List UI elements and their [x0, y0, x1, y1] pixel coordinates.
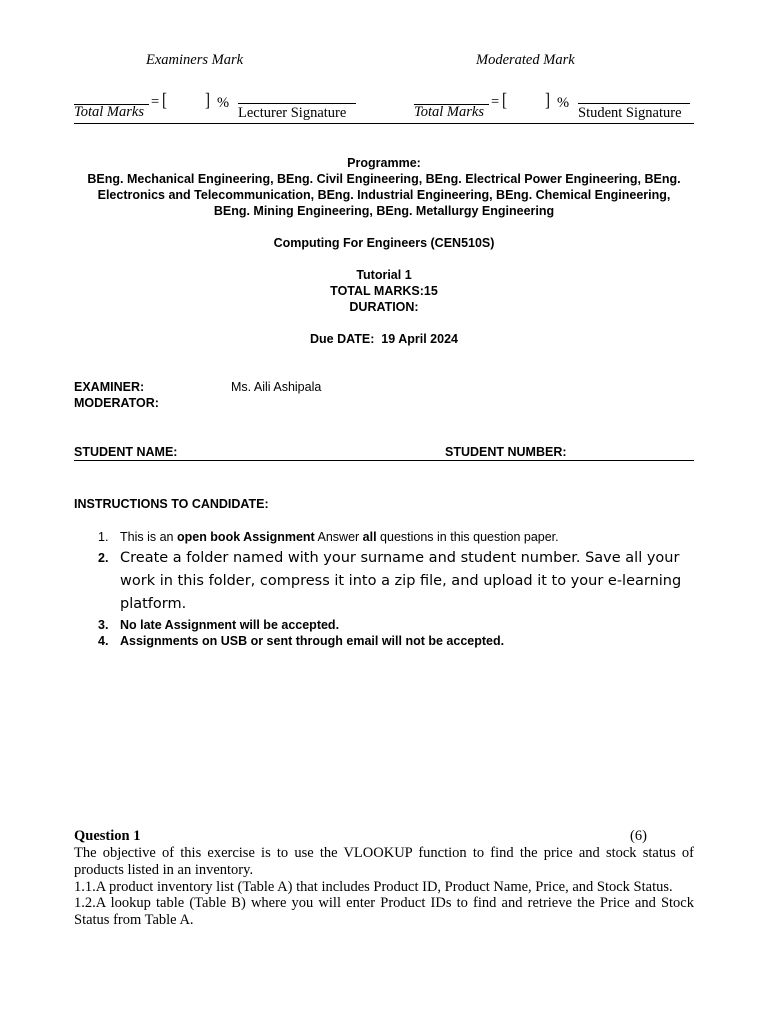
- tutorial-title: Tutorial 1: [356, 268, 412, 282]
- programme-line: BEng. Mechanical Engineering, BEng. Civil Engineering, BEng. Electrical Power Engineering, BEng.: [87, 172, 681, 186]
- course-title: Computing For Engineers (CEN510S): [273, 236, 495, 250]
- close-bracket: ]: [545, 90, 550, 111]
- question-paragraph: The objective of this exercise is to use the VLOOKUP function to find the price and stock status of products listed in an inventory.: [74, 845, 694, 878]
- moderator-label: MODERATOR:: [74, 396, 159, 410]
- examiners-mark-heading: Examiners Mark: [146, 52, 244, 68]
- question-paragraph: 1.2.A lookup table (Table B) where you will enter Product IDs to find and retrieve the Price and Stock Status from Table A.: [74, 895, 694, 929]
- open-bracket: [: [502, 90, 507, 111]
- total-marks-label: Total Marks: [414, 104, 484, 120]
- moderated-mark-heading: Moderated Mark: [476, 52, 575, 68]
- programme-line: BEng. Mining Engineering, BEng. Metallurgy Engineering: [213, 204, 555, 218]
- open-bracket: [: [162, 90, 167, 111]
- student-info-divider: [74, 460, 694, 461]
- programme-line: Electronics and Telecommunication, BEng. Industrial Engineering, BEng. Chemical Engineering,: [97, 188, 671, 202]
- instructions-list: [74, 529, 694, 649]
- student-name-label: STUDENT NAME:: [74, 445, 178, 459]
- header-divider: [74, 123, 694, 124]
- duration: DURATION:: [349, 300, 419, 314]
- tutorial-info: [74, 267, 694, 315]
- lecturer-signature-label: Lecturer Signature: [238, 105, 347, 121]
- question-title: Question 1: [74, 828, 141, 844]
- question-paragraph: 1.1.A product inventory list (Table A) that includes Product ID, Product Name, Price, and Stock Status.: [74, 878, 673, 895]
- programme-section: [74, 155, 694, 219]
- due-date: Due DATE: 19 April 2024: [310, 332, 458, 346]
- instruction-item: 1. This is an open book Assignment Answer all questions in this question paper.: [98, 530, 559, 544]
- equals-sign: =: [491, 94, 500, 110]
- instruction-item: 3. No late Assignment will be accepted.: [98, 618, 340, 632]
- examiner-label: EXAMINER:: [74, 380, 145, 394]
- instruction-item: 2. Create a folder named with your surname and student number. Save all your work in this folder, compress it into a zip file, and upload it to your e-learning platform.: [98, 550, 682, 612]
- instructions-heading: INSTRUCTIONS TO CANDIDATE:: [74, 497, 269, 511]
- close-bracket: ]: [205, 90, 210, 111]
- examiner-name: Ms. Aili Ashipala: [231, 380, 322, 394]
- programme-heading: Programme:: [347, 156, 421, 170]
- percent-sign: %: [217, 95, 230, 111]
- question-marks: (6): [630, 828, 647, 844]
- total-marks: TOTAL MARKS:15: [330, 284, 438, 298]
- percent-sign: %: [557, 95, 570, 111]
- question-1: [74, 828, 694, 929]
- equals-sign: =: [151, 94, 160, 110]
- student-signature-label: Student Signature: [578, 105, 682, 121]
- instruction-item: 4. Assignments on USB or sent through email will not be accepted.: [98, 634, 505, 648]
- student-number-label: STUDENT NUMBER:: [445, 445, 567, 459]
- total-marks-label: Total Marks: [74, 104, 144, 120]
- signature-line: [238, 103, 356, 104]
- signature-line: [578, 103, 690, 104]
